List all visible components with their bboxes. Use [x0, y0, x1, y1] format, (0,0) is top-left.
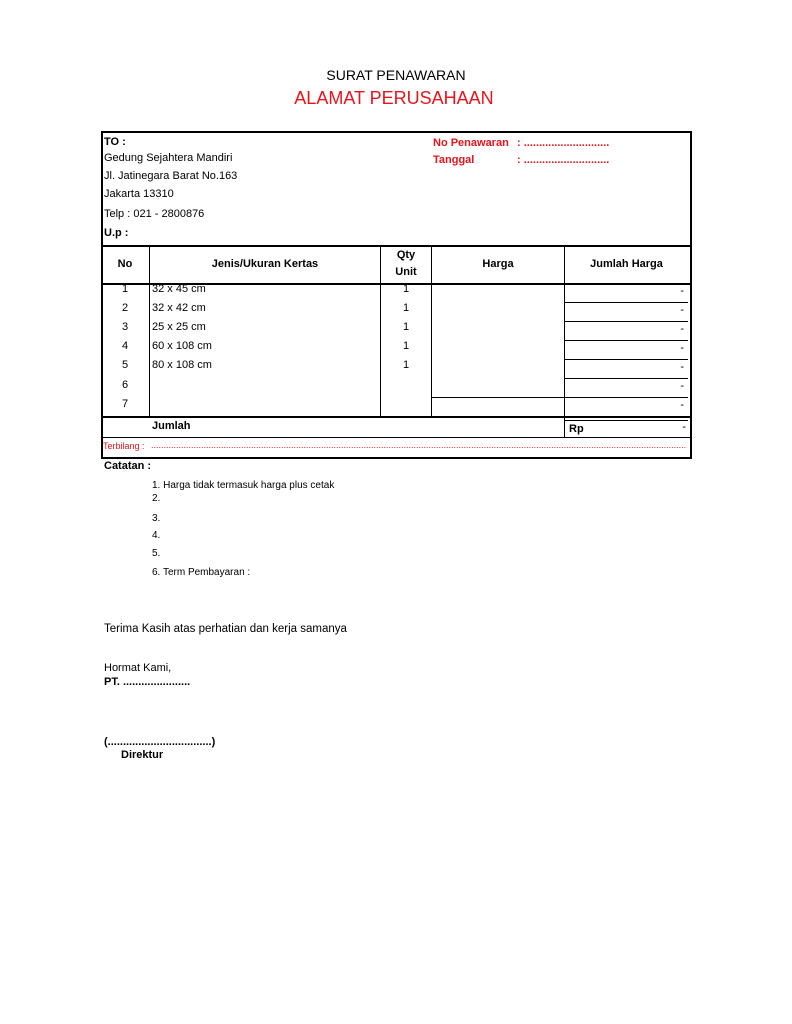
terbilang-label: Terbilang : [103, 441, 145, 451]
table-top-line [101, 245, 690, 247]
col-divider-3 [431, 245, 432, 416]
note-item: 1. Harga tidak termasuk harga plus cetak [152, 480, 335, 491]
row-jumlah: - [680, 285, 684, 297]
offer-number-label: No Penawaran [433, 137, 509, 149]
row-jumlah: - [680, 361, 684, 373]
row-qty: 1 [402, 283, 410, 295]
company-address-title: ALAMAT PERUSAHAAN [294, 88, 494, 108]
row-jenis: 60 x 108 cm [152, 340, 212, 352]
row-no: 5 [121, 359, 129, 371]
note-item: 3. [152, 513, 161, 524]
row-qty: 1 [402, 359, 410, 371]
row-jenis: 32 x 45 cm [152, 283, 206, 295]
header-harga: Harga [482, 258, 514, 270]
row-jumlah: - [680, 399, 684, 411]
header-unit: Unit [395, 266, 417, 278]
total-value-top-line [564, 420, 688, 421]
row-qty: 1 [402, 302, 410, 314]
to-label: TO : [104, 136, 126, 148]
row-jenis: 32 x 42 cm [152, 302, 206, 314]
note-item: 2. [152, 493, 161, 504]
cell-line [564, 378, 688, 379]
cell-line [431, 397, 688, 398]
up-label: U.p : [104, 227, 129, 239]
header-jenis: Jenis/Ukuran Kertas [211, 258, 319, 270]
cell-line [564, 321, 688, 322]
total-label: Jumlah [152, 420, 191, 432]
regards-text: Hormat Kami, [104, 662, 172, 674]
offer-number-value: : ............................ [517, 137, 610, 149]
total-bottom-line [101, 437, 690, 438]
row-no: 7 [121, 398, 129, 410]
row-qty: 1 [402, 340, 410, 352]
rows-bottom-line [101, 416, 690, 418]
row-jumlah: - [680, 342, 684, 354]
row-qty: 1 [402, 321, 410, 333]
cell-line [564, 302, 688, 303]
company-name: PT. ...................... [104, 676, 191, 688]
row-jumlah: - [680, 380, 684, 392]
row-jumlah: - [680, 304, 684, 316]
note-item: 5. [152, 548, 161, 559]
row-no: 6 [121, 379, 129, 391]
row-no: 1 [121, 283, 129, 295]
document-title: SURAT PENAWARAN [326, 67, 466, 83]
row-jumlah: - [680, 323, 684, 335]
recipient-city: Jakarta 13310 [104, 188, 174, 200]
header-jumlah-harga: Jumlah Harga [590, 258, 663, 270]
terbilang-value: ...................................................................................................................................................................................................................... [151, 440, 687, 450]
offer-date-label: Tanggal [433, 154, 475, 166]
recipient-phone: Telp : 021 - 2800876 [104, 208, 205, 220]
total-value: - [682, 421, 686, 433]
cell-line [564, 340, 688, 341]
row-jenis: 25 x 25 cm [152, 321, 206, 333]
notes-label: Catatan : [104, 460, 152, 472]
total-currency: Rp [569, 423, 584, 435]
row-no: 3 [121, 321, 129, 333]
offer-date-value: : ............................ [517, 154, 610, 166]
row-no: 2 [121, 302, 129, 314]
col-divider-1 [149, 245, 150, 416]
thanks-text: Terima Kasih atas perhatian dan kerja samanya [104, 623, 347, 635]
row-jenis: 80 x 108 cm [152, 359, 212, 371]
row-no: 4 [121, 340, 129, 352]
header-qty: Qty [396, 249, 416, 261]
col-divider-4 [564, 245, 565, 438]
signature-line: (..................................) [104, 736, 216, 748]
signer-position: Direktur [121, 749, 164, 761]
note-item: 6. Term Pembayaran : [152, 567, 251, 578]
recipient-address: Jl. Jatinegara Barat No.163 [104, 170, 238, 182]
note-item: 4. [152, 530, 161, 541]
recipient-name: Gedung Sejahtera Mandiri [104, 152, 233, 164]
header-no: No [117, 258, 133, 270]
cell-line [564, 359, 688, 360]
